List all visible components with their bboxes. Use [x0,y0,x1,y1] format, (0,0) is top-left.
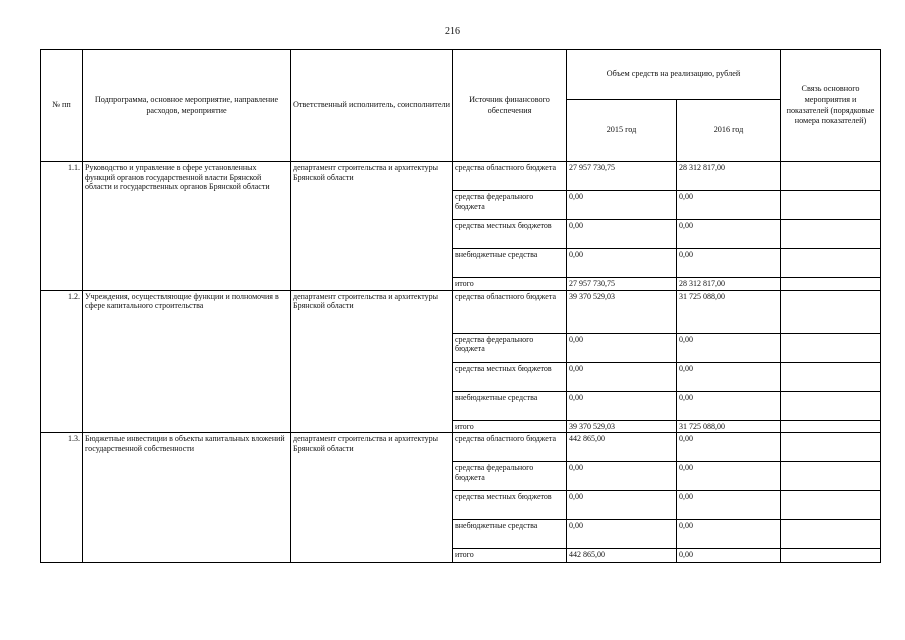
funding-source: средства федерального бюджета [453,191,567,220]
program-name: Учреждения, осуществляющие функции и полномочия в сфере капитального строительства [83,290,291,433]
link-cell [781,362,881,391]
header-program: Подпрограмма, основное мероприятие, направление расходов, мероприятие [83,50,291,162]
link-cell [781,220,881,249]
link-cell [781,333,881,362]
funding-source: средства местных бюджетов [453,362,567,391]
section-number: 1.3. [41,433,83,563]
total-2015: 27 957 730,75 [567,278,677,291]
amount-2015: 39 370 529,03 [567,290,677,333]
amount-2015: 0,00 [567,391,677,420]
link-cell [781,433,881,462]
total-2015: 442 865,00 [567,549,677,563]
amount-2015: 0,00 [567,462,677,491]
funding-source: средства местных бюджетов [453,491,567,520]
amount-2015: 27 957 730,75 [567,162,677,191]
amount-2016: 0,00 [677,362,781,391]
amount-2016: 0,00 [677,462,781,491]
amount-2016: 0,00 [677,191,781,220]
header-source: Источник финансового обеспечения [453,50,567,162]
funding-source: средства федерального бюджета [453,462,567,491]
amount-2016: 0,00 [677,491,781,520]
link-cell [781,162,881,191]
total-2016: 31 725 088,00 [677,420,781,433]
total-label: итого [453,549,567,563]
funding-source: средства областного бюджета [453,290,567,333]
amount-2016: 0,00 [677,333,781,362]
amount-2015: 0,00 [567,220,677,249]
link-cell [781,462,881,491]
section-1-3 [41,433,881,563]
amount-2015: 442 865,00 [567,433,677,462]
header-year-2016: 2016 год [677,100,781,162]
page-number: 216 [445,26,460,37]
funding-source: средства областного бюджета [453,433,567,462]
amount-2015: 0,00 [567,333,677,362]
funding-source: внебюджетные средства [453,520,567,549]
total-label: итого [453,420,567,433]
amount-2015: 0,00 [567,191,677,220]
amount-2016: 0,00 [677,433,781,462]
amount-2016: 31 725 088,00 [677,290,781,333]
link-cell [781,391,881,420]
link-cell [781,278,881,291]
funding-source: внебюджетные средства [453,249,567,278]
amount-2016: 0,00 [677,520,781,549]
amount-2015: 0,00 [567,362,677,391]
amount-2016: 0,00 [677,249,781,278]
header-volume: Объем средств на реализацию, рублей [567,50,781,100]
amount-2015: 0,00 [567,520,677,549]
amount-2016: 0,00 [677,391,781,420]
executor-name: департамент строительства и архитектуры Брянской области [291,290,453,433]
link-cell [781,491,881,520]
amount-2015: 0,00 [567,249,677,278]
section-number: 1.2. [41,290,83,433]
header-year-2015: 2015 год [567,100,677,162]
amount-2016: 0,00 [677,220,781,249]
header-link: Связь основного мероприятия и показателей (порядковые номера показателей) [781,50,881,162]
link-cell [781,520,881,549]
funding-source: средства областного бюджета [453,162,567,191]
link-cell [781,290,881,333]
link-cell [781,249,881,278]
program-name: Бюджетные инвестиции в объекты капитальных вложений государственной собственности [83,433,291,563]
header-num: № пп [41,50,83,162]
executor-name: департамент строительства и архитектуры Брянской области [291,162,453,291]
funding-source: внебюджетные средства [453,391,567,420]
section-1-2 [41,290,881,433]
link-cell [781,191,881,220]
funding-source: средства федерального бюджета [453,333,567,362]
budget-table [40,49,881,563]
link-cell [781,549,881,563]
executor-name: департамент строительства и архитектуры Брянской области [291,433,453,563]
section-1-1 [41,162,881,291]
total-2015: 39 370 529,03 [567,420,677,433]
header-executor: Ответственный исполнитель, соисполнители [291,50,453,162]
link-cell [781,420,881,433]
total-2016: 0,00 [677,549,781,563]
amount-2015: 0,00 [567,491,677,520]
total-label: итого [453,278,567,291]
total-2016: 28 312 817,00 [677,278,781,291]
funding-source: средства местных бюджетов [453,220,567,249]
section-number: 1.1. [41,162,83,291]
amount-2016: 28 312 817,00 [677,162,781,191]
program-name: Руководство и управление в сфере установленных функций органов государственной власти Брянской области и государственных органов Брянской области [83,162,291,291]
